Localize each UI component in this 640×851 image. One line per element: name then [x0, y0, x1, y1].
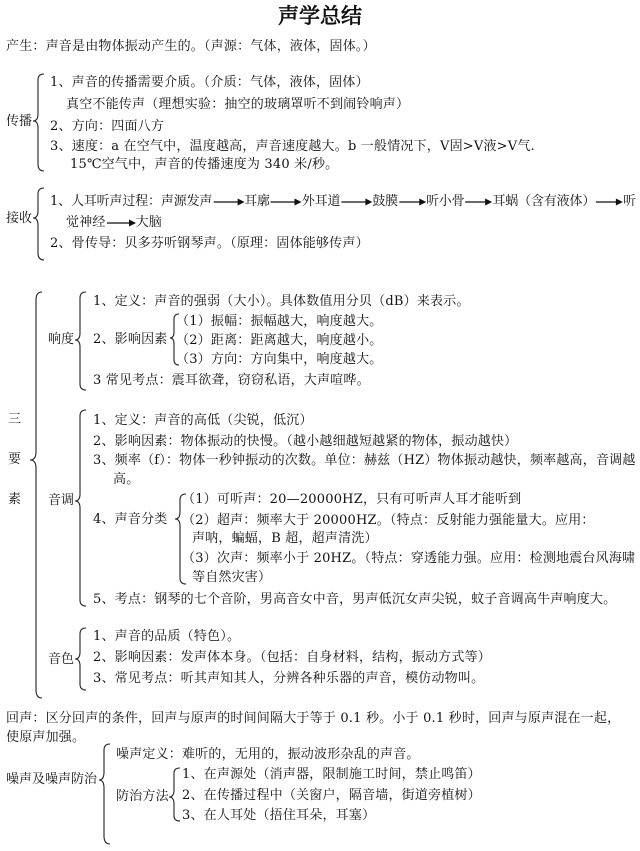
arrow-icon — [106, 218, 136, 228]
pitch-definition: 1、定义：声音的高低（尖锐，低沉） — [93, 413, 313, 428]
reception-label: 接收 — [6, 211, 33, 226]
hearing-process-prefix: 1、人耳听声过程：声源发声 — [50, 194, 213, 209]
hearing-step: 鼓膜 — [372, 194, 399, 209]
sound-class-ultrasound: （2）超声：频率大于 20000HZ。（特点：反射能力强能量大。应用： — [182, 513, 595, 528]
bracket-noise — [99, 744, 110, 844]
hearing-process-line — [50, 194, 636, 210]
hearing-step: 听小骨 — [425, 194, 465, 209]
noise-label: 噪声及噪声防治 — [6, 772, 98, 787]
echo-line-2: 使原声加强。 — [6, 730, 86, 745]
loudness-factor-2: （2）距离：距离越大，响度越小。 — [176, 333, 383, 348]
noise-method-1: 1、在声源处（消声器，限制施工时间，禁止鸣笛） — [182, 767, 481, 782]
hearing-step: 听 — [623, 194, 637, 209]
noise-method-3: 3、在人耳处（捂住耳朵，耳塞） — [182, 808, 376, 823]
bracket-noise-methods — [169, 768, 180, 821]
bracket-timbre — [75, 628, 86, 690]
hearing-step: 耳蜗（含有液体） — [492, 194, 596, 209]
arrow-icon — [595, 197, 623, 207]
propagation-line-2: 真空不能传声（理想实验：抽空的玻璃罩听不到闹铃响声） — [66, 97, 410, 112]
timbre-label: 音色 — [48, 652, 75, 667]
noise-methods-label: 防治方法 — [116, 789, 169, 804]
loudness-exam-points: 3 常见考点：震耳欲聋，窃窃私语，大声喧哗。 — [93, 373, 370, 388]
hearing-step: 耳廓 — [244, 194, 270, 209]
hearing-step: 觉神经 — [66, 215, 106, 230]
timbre-definition: 1、声音的品质（特色）。 — [93, 629, 241, 644]
arrow-icon — [398, 197, 426, 207]
loudness-definition: 1、定义：声音的强弱（大小）。具体数值用分贝（dB）来表示。 — [93, 294, 470, 309]
production-line: 产生：声音是由物体振动产生的。（声源：气体，液体，固体。） — [6, 39, 376, 54]
bracket-loudness — [75, 292, 86, 390]
arrow-icon — [465, 197, 493, 207]
pitch-frequency: 3、频率（f）：物体一秒钟振动的次数。单位：赫兹（HZ）物体振动越快，频率越高，音调越 — [93, 453, 636, 468]
loudness-factor-1: （1）振幅：振幅越大，响度越大。 — [176, 314, 383, 329]
three-elements-char-2: 要 — [8, 452, 22, 467]
sound-class-infrasound: （3）次声：频率小于 20HZ。（特点：穿透能力强。应用：检测地震台风海啸 — [182, 551, 636, 566]
pitch-exam-points: 5、考点：钢琴的七个音阶，男高音女中音，男声低沉女声尖锐，蚊子音调高牛声响度大。 — [93, 592, 617, 607]
hearing-step: 外耳道 — [301, 194, 341, 209]
bracket-reception — [33, 188, 44, 260]
propagation-label: 传播 — [6, 114, 33, 129]
timbre-factors: 2、影响因素：发声体本身。（包括：自身材料，结构，振动方式等） — [93, 650, 491, 665]
propagation-line-1: 1、声音的传播需要介质。（介质：气体，液体，固体） — [50, 75, 369, 90]
sound-class-audible: （1）可听声：20—20000HZ，只有可听声人耳才能听到 — [182, 492, 522, 507]
timbre-exam-points: 3、常见考点：听其声知其人，分辨各种乐器的声音，模仿动物叫。 — [93, 671, 485, 686]
propagation-line-5: 15℃空气中，声音的传播速度为 340 米/秒。 — [70, 157, 339, 172]
hearing-process-line-2 — [66, 215, 162, 231]
pitch-label: 音调 — [48, 493, 75, 508]
sound-class-infrasound-cont: 等自然灾害） — [192, 570, 272, 585]
pitch-frequency-cont: 高。 — [113, 472, 140, 487]
page-title: 声学总结 — [278, 4, 362, 28]
hearing-step: 大脑 — [135, 215, 163, 230]
propagation-line-3: 2、方向：四面八方 — [50, 119, 165, 134]
sound-class-ultrasound-cont: 声呐，蝙蝠，B 超，超声清洗） — [192, 531, 378, 546]
loudness-label: 响度 — [48, 332, 75, 347]
loudness-factor-3: （3）方向：方向集中，响度越大。 — [176, 352, 383, 367]
bracket-three-elements — [30, 292, 42, 698]
three-elements-char-1: 三 — [8, 412, 22, 427]
arrow-icon — [212, 197, 244, 207]
three-elements-char-3: 素 — [8, 492, 22, 507]
arrow-icon — [340, 197, 372, 207]
pitch-factors: 2、影响因素：物体振动的快慢。（越小越细越短越紧的物体，振动越快） — [93, 434, 518, 449]
bracket-pitch — [75, 410, 86, 606]
sound-classes-label: 4、声音分类 — [93, 512, 168, 527]
noise-definition: 噪声定义：难听的，无用的，振动波形杂乱的声音。 — [116, 747, 420, 762]
propagation-line-4: 3、速度：a 在空气中，温度越高，声音速度越大。b 一般情况下，V固>V液>V气. — [50, 139, 535, 154]
echo-line-1: 回声：区分回声的条件，回声与原声的时间间隔大于等于 0.1 秒。小于 0.1 秒时，回声与原声混在一起， — [6, 711, 621, 726]
bone-conduction-line: 2、骨传导：贝多芬听钢琴声。（原理：固体能够传声） — [50, 236, 369, 251]
noise-method-2: 2、在传播过程中（关窗户，隔音墙，街道旁植树） — [182, 788, 481, 803]
bracket-propagation — [33, 74, 44, 171]
loudness-factors-label: 2、影响因素 — [93, 332, 168, 347]
arrow-icon — [270, 197, 302, 207]
